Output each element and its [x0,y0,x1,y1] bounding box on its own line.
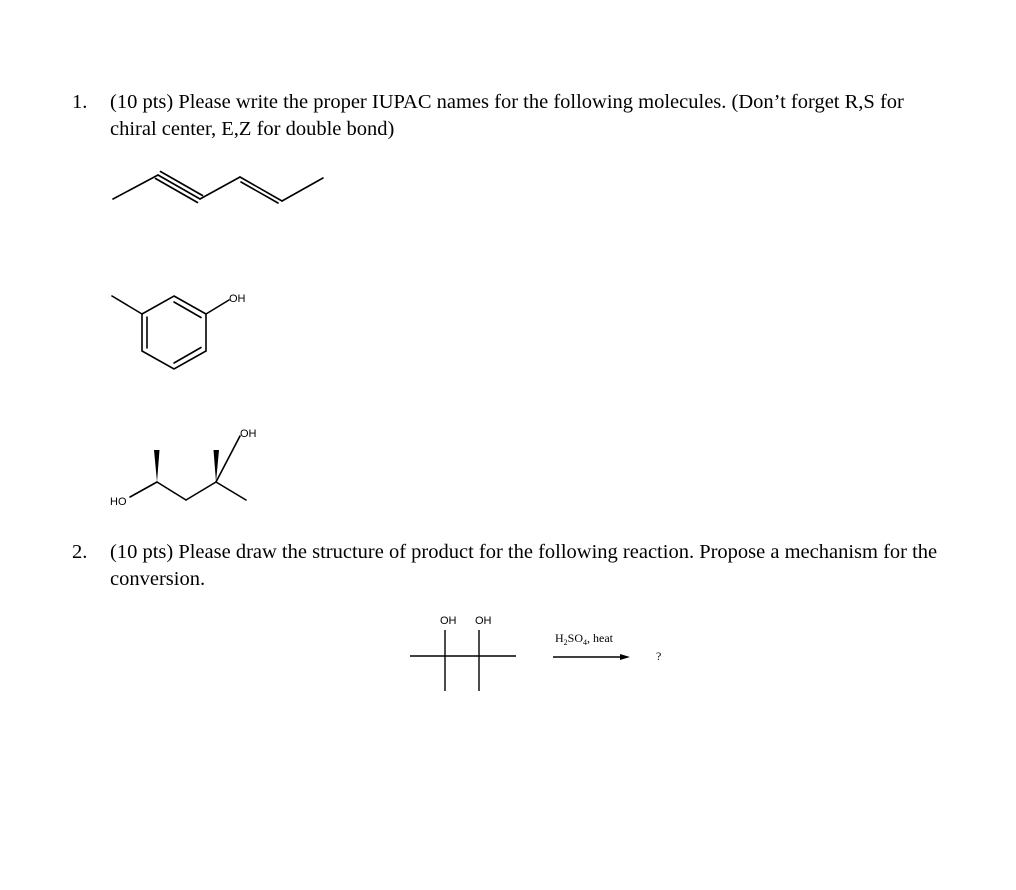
bond-single [282,178,323,201]
wedge-bond [154,450,160,482]
reagent-label: $H_2SO_4$, heat [555,631,614,647]
ho-bond [130,482,157,497]
question-1-text: (10 pts) Please write the proper IUPAC names for the following molecules. (Don’t forget R,S for chiral center, E,Z for double bond) [110,91,904,140]
oh-label: OH [229,293,246,305]
reaction-scheme [400,605,680,700]
bond-double [240,177,282,201]
arrow-head [620,654,630,660]
molecule-1-enyne [100,165,340,215]
molecule-2-aromatic [100,280,260,380]
ch2-oh-bond [216,436,240,482]
oh-label-right: OH [475,615,492,627]
question-2 [72,539,952,593]
question-1-number: 1. [72,91,88,113]
ho-label: HO [110,496,127,508]
bond-single [200,177,240,199]
question-2-number: 2. [72,541,88,563]
molecule-3-diol [100,420,270,520]
methyl-bond [112,296,142,314]
question-2-text: (10 pts) Please draw the structure of product for the following reaction. Propose a mechanism for the conversion. [110,541,938,590]
ch2-oh-bond [206,300,229,314]
bond-single [113,175,158,199]
bond-triple [158,175,200,199]
oh-label: OH [240,428,257,440]
benzene-ring [142,296,206,369]
oh-label-left: OH [440,615,457,627]
product-unknown: ? [656,649,662,663]
question-1 [72,89,952,143]
